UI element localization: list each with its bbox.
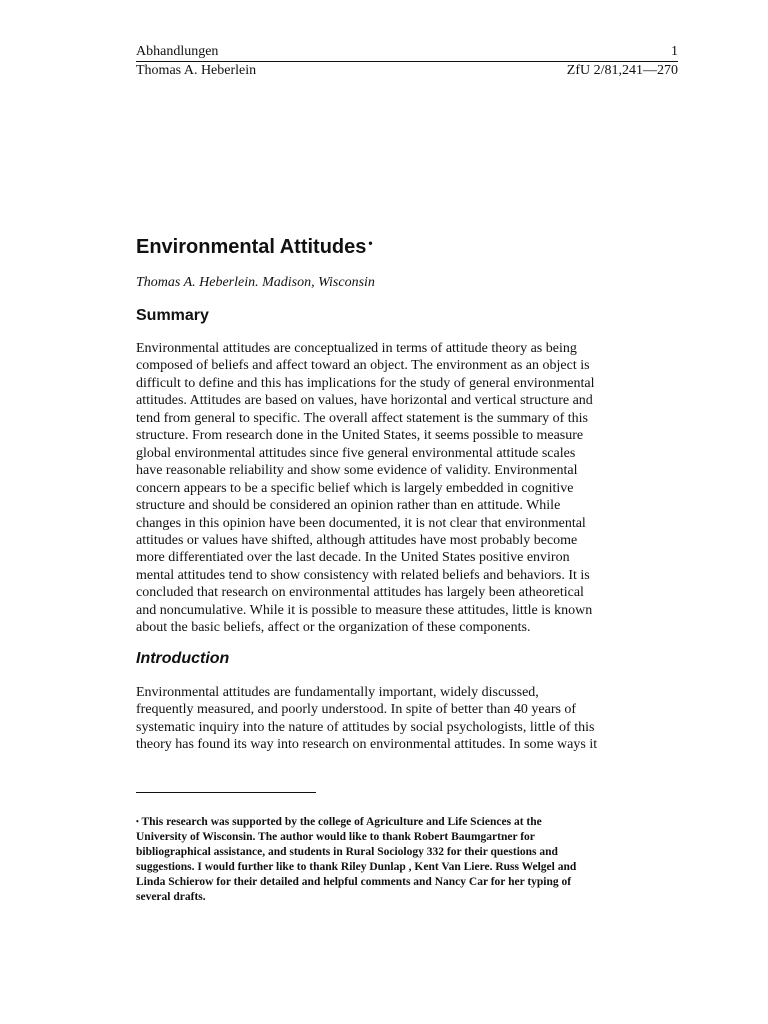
summary-line: more differentiated over the last decade. In the United States positive environ — [136, 550, 570, 566]
footnote-line: suggestions. I would further like to thank Riley Dunlap , Kent Van Liere. Russ Welgel and — [136, 861, 577, 873]
summary-line: concluded that research on environmental attitudes has largely been atheoretical — [136, 585, 584, 601]
running-head-top — [136, 44, 678, 62]
summary-line: Environmental attitudes are conceptualized in terms of attitude theory as being — [136, 341, 577, 356]
summary-line: about the basic beliefs, affect or the organization of these components. — [136, 620, 531, 636]
summary-line: difficult to define and this has implications for the study of general environmental — [136, 375, 595, 391]
summary-line: mental attitudes tend to show consistency with related beliefs and behaviors. It is — [136, 567, 590, 583]
journal-citation: ZfU 2/81,241—270 — [566, 63, 678, 78]
summary-line: structure and should be considered an opinion rather than en attitude. While — [136, 498, 561, 514]
footnote-line: University of Wisconsin. The author would like to thank Robert Baumgartner for — [136, 831, 535, 843]
summary-line: tend from general to specific. The overall affect statement is the summary of this — [136, 410, 588, 426]
summary-line: attitudes or values have shifted, although attitudes have most probably become — [136, 532, 578, 548]
footnote-line: Linda Schierow for their detailed and helpful comments and Nancy Car for her typing of — [136, 876, 572, 888]
section-label: Abhandlungen — [136, 44, 219, 59]
summary-line: attitudes. Attitudes are based on values, have horizontal and vertical structure and — [136, 393, 593, 409]
article-title-text: Environmental Attitudes — [136, 236, 367, 258]
introduction-line: theory has found its way into research on environmental attitudes. In some ways it — [136, 737, 598, 753]
footnote-reference-mark: • — [368, 236, 373, 250]
summary-line: composed of beliefs and affect toward an object. The environment as an object is — [136, 358, 590, 374]
footnote-divider — [136, 792, 316, 793]
summary-line: changes in this opinion have been documented, it is not clear that environmental — [136, 515, 586, 531]
footnote-line-text: This research was supported by the college of Agriculture and Life Sciences at the — [138, 816, 542, 828]
summary-line: global environmental attitudes since five general environmental attitude scales — [136, 445, 576, 461]
introduction-line: frequently measured, and poorly understood. In spite of better than 40 years of — [136, 702, 577, 718]
footnote-line: bibliographical assistance, and students in Rural Sociology 332 for their questions and — [136, 846, 558, 858]
introduction-line: systematic inquiry into the nature of attitudes by social psychologists, little of this — [136, 719, 595, 735]
footnote-line — [136, 815, 636, 830]
page-number: 1 — [671, 44, 678, 59]
introduction-line: Environmental attitudes are fundamentally important, widely discussed, — [136, 685, 539, 700]
summary-heading: Summary — [136, 307, 209, 324]
summary-paragraph — [136, 340, 636, 637]
summary-line: have reasonable reliability and show some evidence of validity. Environmental — [136, 463, 578, 479]
summary-line: and noncumulative. While it is possible to measure these attitudes, little is known — [136, 602, 593, 618]
footnote-mark: • — [136, 817, 139, 826]
summary-line: concern appears to be a specific belief which is largely embedded in cognitive — [136, 480, 574, 496]
header-author: Thomas A. Heberlein — [136, 63, 257, 78]
footnote — [136, 815, 636, 905]
author-byline: Thomas A. Heberlein. Madison, Wisconsin — [136, 275, 375, 290]
introduction-paragraph — [136, 684, 636, 754]
summary-line: structure. From research done in the United States, it seems possible to measure — [136, 428, 584, 444]
footnote-line: several drafts. — [136, 891, 206, 903]
article-title — [136, 234, 373, 260]
running-head-bottom — [136, 63, 678, 79]
introduction-heading: Introduction — [136, 650, 230, 667]
